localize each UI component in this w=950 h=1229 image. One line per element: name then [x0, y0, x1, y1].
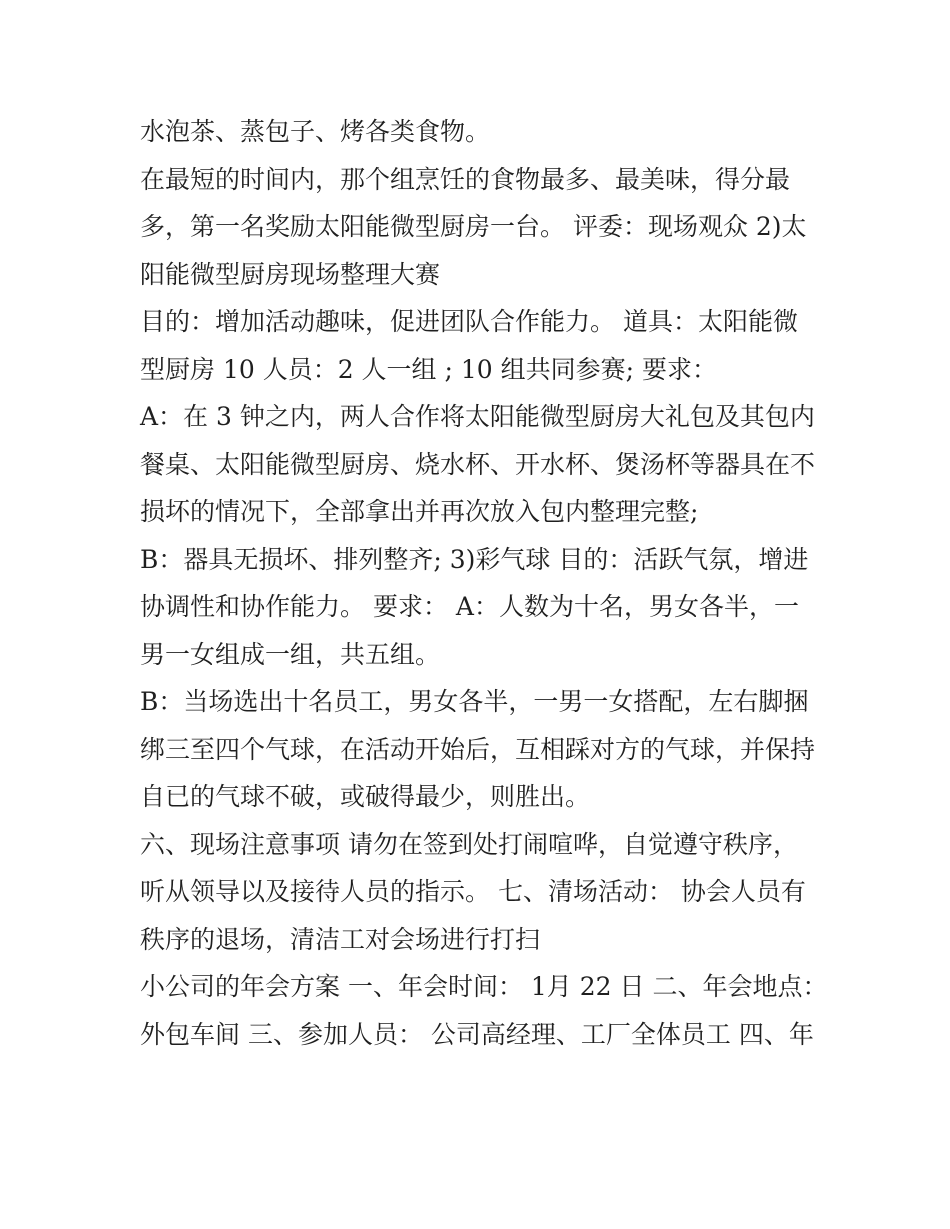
text-line: 六、现场注意事项 请勿在签到处打闹喧哗，自觉遵守秩序， [140, 829, 798, 859]
text-line: 协调性和协作能力。 要求： A：人数为十名，男女各半，一 [140, 592, 799, 621]
text-line: 阳能微型厨房现场整理大赛 [140, 259, 441, 289]
text-line: 在最短的时间内，那个组烹饪的食物最多、最美味，得分最 [140, 164, 791, 194]
text-line: 多，第一名奖励太阳能微型厨房一台。 评委：现场观众 2)太 [140, 212, 807, 241]
text-line: 型厨房 10 人员：2 人一组 ; 10 组共同参赛; 要求： [140, 354, 718, 384]
text-line: 男一女组成一组，共五组。 [140, 639, 441, 669]
text-line: 听从领导以及接待人员的指示。 七、清场活动： 协会人员有 [140, 877, 806, 906]
text-line: 水泡茶、蒸包子、烤各类食物。 [140, 117, 491, 146]
text-line: 秩序的退场，清洁工对会场进行打扫 [140, 924, 541, 954]
text-line: 自已的气球不破，或破得最少，则胜出。 [140, 782, 591, 811]
text-line: 餐桌、太阳能微型厨房、烧水杯、开水杯、煲汤杯等器具在不 [140, 449, 816, 479]
text-line: B：当场选出十名员工，男女各半，一男一女搭配，左右脚捆 [140, 687, 809, 716]
document-body [140, 108, 830, 1058]
text-line: A：在 3 钟之内，两人合作将太阳能微型厨房大礼包及其包内 [140, 402, 815, 431]
text-line: 小公司的年会方案 一、年会时间： 1月 22 日 二、年会地点： [140, 972, 828, 1001]
text-line: 损坏的情况下，全部拿出并再次放入包内整理完整; [140, 497, 699, 526]
text-line: 外包车间 三、参加人员： 公司高经理、工厂全体员工 四、年 [140, 1019, 814, 1049]
text-line: 绑三至四个气球，在活动开始后，互相踩对方的气球，并保持 [140, 734, 816, 764]
text-line: 目的：增加活动趣味，促进团队合作能力。 道具：太阳能微 [140, 307, 798, 336]
text-line: B：器具无损坏、排列整齐; 3)彩气球 目的：活跃气氛，增进 [140, 544, 809, 574]
